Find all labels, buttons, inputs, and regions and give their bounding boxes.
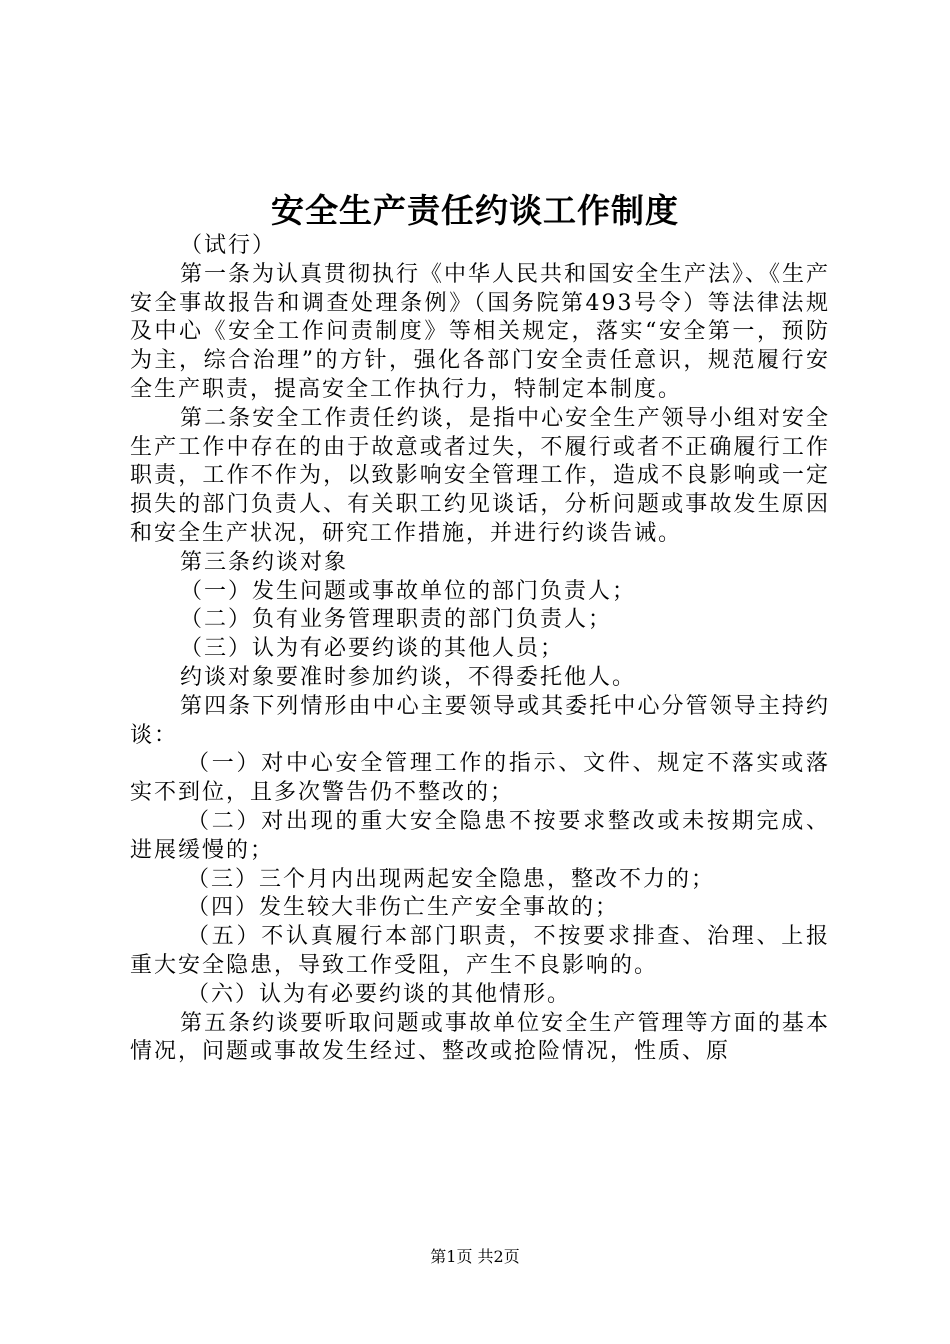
list-item: （三）三个月内出现两起安全隐患，整改不力的； [187, 866, 716, 892]
paragraph-note: 约谈对象要准时参加约谈，不得委托他人。 [180, 664, 637, 690]
paragraph-article-1: 第一条为认真贯彻执行《中华人民共和国安全生产法》、《生产安全事故报告和调查处理条例》（国务院第493号令）等法律法规及中心《安全工作问责制度》等相关规定，落实“安全第一，预防为主，综合治理”的方针，强化各部门安全责任意识，规范履行安全生产职责，提高安全工作执行力，特制定本制度。 [130, 261, 831, 402]
list-item: （四）发生较大非伤亡生产安全事故的； [187, 895, 620, 921]
paragraph-article-4: 第四条下列情形由中心主要领导或其委托中心分管领导主持约谈： [130, 693, 830, 748]
list-item: （三）认为有必要约谈的其他人员； [180, 636, 565, 662]
page-footer: 第1页 共2页 [430, 1247, 520, 1266]
paragraph-article-2: 第二条安全工作责任约谈，是指中心安全生产领导小组对安全生产工作中存在的由于故意或者过失，不履行或者不正确履行工作职责，工作不作为，以致影响安全管理工作，造成不良影响或一定损失的部门负责人、有关职工约见谈话，分析问题或事故发生原因和安全生产状况，研究工作措施，并进行约谈告诫。 [130, 405, 830, 546]
list-item: （六）认为有必要约谈的其他情形。 [187, 981, 572, 1007]
list-item: （二）对出现的重大安全隐患不按要求整改或未按期完成、进展缓慢的； [130, 808, 830, 863]
document-body [130, 232, 830, 1067]
list-item: （一）发生问题或事故单位的部门负责人； [180, 578, 637, 604]
paragraph-trial: （试行） [180, 233, 277, 258]
list-item: （二）负有业务管理职责的部门负责人； [180, 607, 613, 633]
paragraph-article-3: 第三条约谈对象 [180, 549, 349, 575]
list-item: （一）对中心安全管理工作的指示、文件、规定不落实或落实不到位，且多次警告仍不整改的； [130, 751, 830, 806]
paragraph-article-5: 第五条约谈要听取问题或事故单位安全生产管理等方面的基本情况，问题或事故发生经过、整改或抢险情况，性质、原 [130, 1010, 830, 1065]
list-item: （五）不认真履行本部门职责，不按要求排查、治理、上报重大安全隐患，导致工作受阻，产生不良影响的。 [130, 924, 830, 978]
document-title: 安全生产责任约谈工作制度 [271, 191, 679, 230]
